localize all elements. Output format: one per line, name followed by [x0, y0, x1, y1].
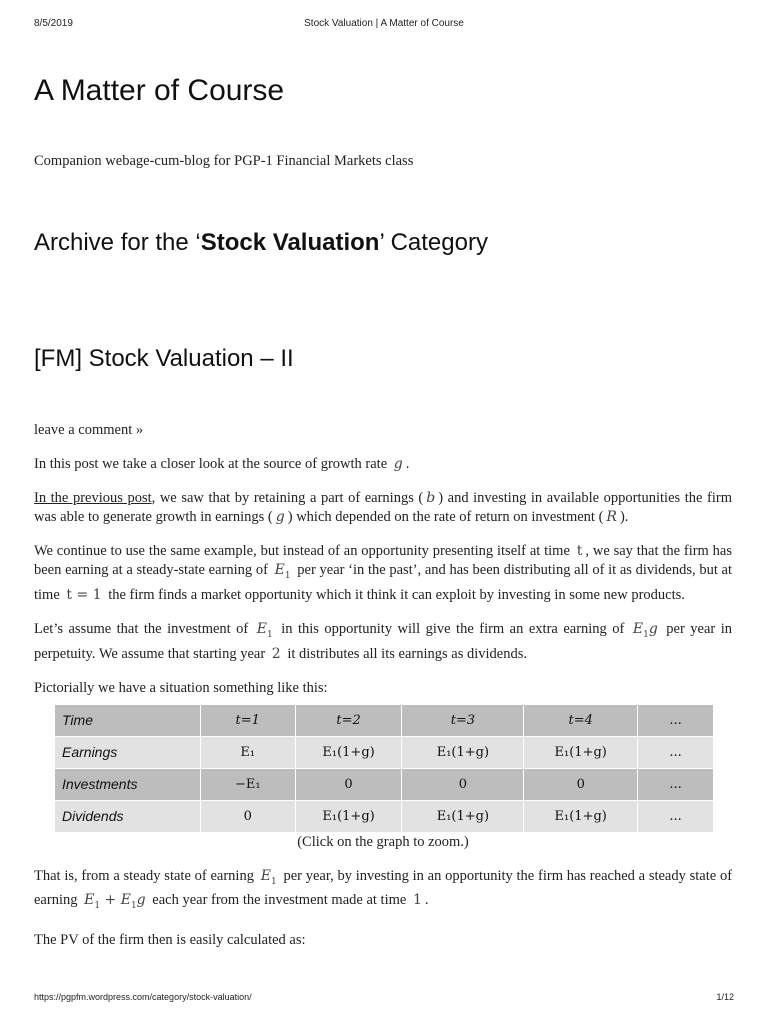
math-g: g: [275, 509, 285, 525]
p6-end: .: [424, 892, 429, 909]
table-cell: ...: [638, 768, 714, 800]
p4-part-a: Let’s assume that the investment of: [34, 620, 249, 637]
p4-part-c: per year in perpetuity. We assume that starting year: [34, 620, 732, 662]
site-tagline: Companion webage-cum-blog for PGP-1 Financial Markets class: [34, 153, 414, 169]
math-1: 1: [412, 892, 422, 909]
paragraph-6: [34, 867, 732, 917]
table-cell: t=2: [295, 704, 402, 736]
table-cell: E₁(1+g): [524, 800, 638, 832]
site-title[interactable]: A Matter of Course: [34, 74, 285, 107]
paragraph-2: [34, 489, 732, 527]
table-cell: t=1: [200, 704, 295, 736]
p6-part-b: per year, by investing in an opportunity the firm has reached a steady state of earning: [34, 867, 733, 909]
post-content: [34, 421, 732, 965]
math-E1-plus-E1g: $E_1 + E_1g$: [84, 892, 146, 912]
math-R: R: [606, 509, 617, 525]
p6-part-c: each year from the investment made at time: [152, 892, 407, 909]
math-E1: $E_1$: [256, 620, 273, 640]
cashflow-table: [54, 704, 714, 833]
math-b: b: [426, 490, 436, 506]
math-E1: $E_1$: [260, 867, 277, 887]
p3-part-d: the firm finds a market opportunity which it think it can exploit by investing in some new products.: [108, 586, 685, 603]
table-cell: ...: [638, 800, 714, 832]
p3-part-b: , we say that the firm has been earning at a steady-state earning of: [34, 543, 733, 578]
table-cell: 0: [524, 768, 638, 800]
post-title[interactable]: [FM] Stock Valuation – II: [34, 345, 294, 372]
table-cell: t=4: [524, 704, 638, 736]
table-cell: t=3: [402, 704, 524, 736]
table-cell: ...: [638, 736, 714, 768]
p3-part-c: per year ‘in the past’, and has been distributing all of it as dividends, but at time: [34, 562, 733, 603]
table-cell: E₁: [200, 736, 295, 768]
table-row-label: Time: [55, 704, 201, 736]
print-url: https://pgpfm.wordpress.com/category/stock-valuation/: [34, 992, 252, 1002]
paragraph-4: [34, 620, 732, 664]
p6-part-a: That is, from a steady state of earning: [34, 867, 254, 884]
math-t: t: [576, 543, 583, 559]
table-cell: E₁(1+g): [295, 736, 402, 768]
p2-part-a: , we saw that by retaining a part of earnings (: [151, 490, 424, 506]
p2-part-b: ) and investing in available opportunities the firm was able to generate growth in earnings (: [34, 490, 732, 525]
table-cell: E₁(1+g): [402, 800, 524, 832]
table-cell: E₁(1+g): [402, 736, 524, 768]
p3-part-a: We continue to use the same example, but instead of an opportunity presenting itself at time: [34, 543, 570, 559]
table-cell: 0: [402, 768, 524, 800]
print-date: 8/5/2019: [34, 18, 73, 29]
math-E1: $E_1$: [274, 562, 291, 581]
p4-part-b: in this opportunity will give the firm an extra earning of: [281, 620, 625, 637]
paragraph-5: Pictorially we have a situation something like this:: [34, 679, 328, 696]
table-cell: E₁(1+g): [295, 800, 402, 832]
table-row: [55, 704, 714, 736]
table-row-label: Investments: [55, 768, 201, 800]
table-caption: (Click on the graph to zoom.): [297, 833, 469, 850]
math-g: g: [393, 456, 403, 472]
paragraph-1: [34, 455, 732, 474]
table-row: [55, 768, 714, 800]
archive-title-suffix: ’ Category: [379, 229, 488, 256]
print-page-count: 1/12: [716, 992, 734, 1002]
cashflow-table-image[interactable]: [54, 704, 714, 833]
math-2: 2: [271, 645, 281, 662]
table-row: [55, 800, 714, 832]
math-t-equals-1: t = 1: [66, 586, 102, 603]
print-page-title: Stock Valuation | A Matter of Course: [304, 18, 464, 29]
p4-part-d: it distributes all its earnings as dividends.: [287, 645, 527, 662]
archive-title-prefix: Archive for the ‘: [34, 229, 201, 256]
table-cell: 0: [295, 768, 402, 800]
p2-part-d: ).: [619, 509, 629, 525]
comment-paragraph: [34, 421, 732, 440]
table-cell: 0: [200, 800, 295, 832]
paragraph-3: [34, 542, 732, 605]
table-row-label: Dividends: [55, 800, 201, 832]
table-cell: E₁(1+g): [524, 736, 638, 768]
math-E1g: $E_1g$: [632, 620, 658, 640]
p2-part-c: ) which depended on the rate of return on investment (: [287, 509, 604, 525]
table-cell: −E₁: [200, 768, 295, 800]
p1-text: In this post we take a closer look at the source of growth rate: [34, 456, 388, 472]
archive-category-name: Stock Valuation: [200, 229, 380, 256]
table-cell: ...: [638, 704, 714, 736]
table-row: [55, 736, 714, 768]
paragraph-7: The PV of the firm then is easily calculated as:: [34, 932, 306, 949]
leave-comment-link[interactable]: leave a comment »: [34, 422, 144, 438]
previous-post-link[interactable]: In the previous post: [34, 490, 152, 506]
archive-title: [34, 229, 488, 257]
table-row-label: Earnings: [55, 736, 201, 768]
p1-end: .: [405, 456, 410, 472]
